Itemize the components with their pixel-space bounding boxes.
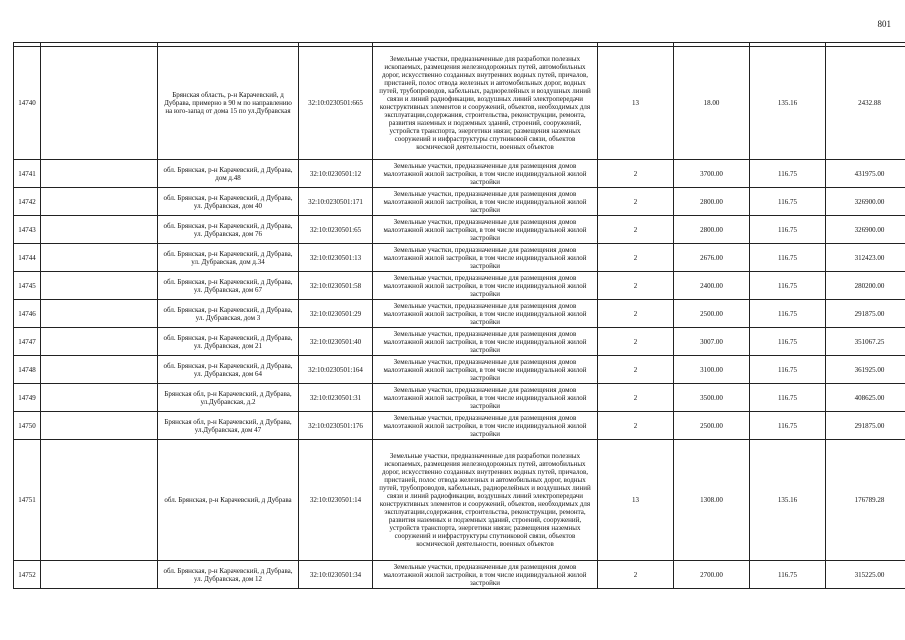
empty-cell <box>41 160 158 188</box>
land-registry-table <box>13 42 905 589</box>
table-row <box>14 47 905 160</box>
row-number: 14745 <box>14 272 41 300</box>
land-use-cell: Земельные участки, предназначенные для размещения домов малоэтажной жилой застройки, в том числе индивидуальной жилой застройки <box>373 561 598 589</box>
row-number: 14742 <box>14 188 41 216</box>
cadastral-value-cell: 176789.28 <box>826 440 905 561</box>
cadastral-value-cell: 2432.88 <box>826 47 905 160</box>
use-group-cell: 2 <box>598 160 674 188</box>
table-row <box>14 272 905 300</box>
specific-value-cell: 116.75 <box>750 244 826 272</box>
address-cell: обл. Брянская, р-н Карачевский, д Дубрава, ул. Дубравская, дом 21 <box>158 328 299 356</box>
cadastral-number-cell: 32:10:0230501:31 <box>299 384 373 412</box>
table-row <box>14 216 905 244</box>
table-row <box>14 328 905 356</box>
address-cell: обл. Брянская, р-н Карачевский, д Дубрава, ул. Дубравская, дом 67 <box>158 272 299 300</box>
land-use-cell: Земельные участки, предназначенные для размещения домов малоэтажной жилой застройки, в том числе индивидуальной жилой застройки <box>373 412 598 440</box>
cadastral-number-cell: 32:10:0230501:176 <box>299 412 373 440</box>
cadastral-value-cell: 326900.00 <box>826 216 905 244</box>
empty-cell <box>41 244 158 272</box>
address-cell: обл. Брянская, р-н Карачевский, д Дубрава, ул. Дубравская, дом 64 <box>158 356 299 384</box>
empty-cell <box>41 188 158 216</box>
use-group-cell: 2 <box>598 356 674 384</box>
empty-cell <box>41 412 158 440</box>
use-group-cell: 2 <box>598 384 674 412</box>
use-group-cell: 2 <box>598 412 674 440</box>
use-group-cell: 2 <box>598 216 674 244</box>
area-cell: 2676.00 <box>674 244 750 272</box>
cadastral-value-cell: 408625.00 <box>826 384 905 412</box>
row-number: 14744 <box>14 244 41 272</box>
cadastral-number-cell: 32:10:0230501:65 <box>299 216 373 244</box>
use-group-cell: 2 <box>598 188 674 216</box>
cadastral-number-cell: 32:10:0230501:58 <box>299 272 373 300</box>
use-group-cell: 2 <box>598 300 674 328</box>
area-cell: 2500.00 <box>674 412 750 440</box>
land-use-cell: Земельные участки, предназначенные для размещения домов малоэтажной жилой застройки, в том числе индивидуальной жилой застройки <box>373 160 598 188</box>
row-number: 14746 <box>14 300 41 328</box>
specific-value-cell: 135.16 <box>750 47 826 160</box>
empty-cell <box>41 440 158 561</box>
area-cell: 2800.00 <box>674 216 750 244</box>
land-use-cell: Земельные участки, предназначенные для размещения домов малоэтажной жилой застройки, в том числе индивидуальной жилой застройки <box>373 328 598 356</box>
table-row <box>14 244 905 272</box>
area-cell: 3100.00 <box>674 356 750 384</box>
address-cell: Брянская обл, р-н Карачевский, д Дубрава, ул.Дубравская, дом 47 <box>158 412 299 440</box>
empty-cell <box>41 561 158 589</box>
cadastral-value-cell: 351067.25 <box>826 328 905 356</box>
use-group-cell: 2 <box>598 328 674 356</box>
row-number: 14741 <box>14 160 41 188</box>
cadastral-value-cell: 315225.00 <box>826 561 905 589</box>
specific-value-cell: 116.75 <box>750 384 826 412</box>
cadastral-value-cell: 280200.00 <box>826 272 905 300</box>
registry-body <box>14 43 905 589</box>
specific-value-cell: 116.75 <box>750 160 826 188</box>
row-number: 14747 <box>14 328 41 356</box>
specific-value-cell: 116.75 <box>750 412 826 440</box>
table-row <box>14 300 905 328</box>
cadastral-value-cell: 361925.00 <box>826 356 905 384</box>
use-group-cell: 13 <box>598 440 674 561</box>
address-cell: обл. Брянская, р-н Карачевский, д Дубрава <box>158 440 299 561</box>
specific-value-cell: 116.75 <box>750 188 826 216</box>
empty-cell <box>41 47 158 160</box>
specific-value-cell: 116.75 <box>750 300 826 328</box>
table-row <box>14 384 905 412</box>
empty-cell <box>41 272 158 300</box>
empty-cell <box>41 384 158 412</box>
row-number: 14748 <box>14 356 41 384</box>
land-use-cell: Земельные участки, предназначенные для размещения домов малоэтажной жилой застройки, в том числе индивидуальной жилой застройки <box>373 244 598 272</box>
land-use-cell: Земельные участки, предназначенные для размещения домов малоэтажной жилой застройки, в том числе индивидуальной жилой застройки <box>373 216 598 244</box>
cadastral-value-cell: 326900.00 <box>826 188 905 216</box>
land-use-cell: Земельные участки, предназначенные для разработки полезных ископаемых, размещения железнодорожных путей, автомобильных дорог, искусственно созданных внутренних водных путей, причалов, пристаней, полос отвода железных и автомобильных дорог, водных путей, трубопроводов, кабельных, радиорелейных и воздушных линий связи и линий радиофикации, воздушных линий электропередачи конструктивных элементов и сооружений, объектов, необходимых для эксплуатации,содержания, строительства, реконструкции, ремонта, развития наземных и подземных зданий, строений, сооружений, устройств транспорта, энергетики нвязи; размещения наземных сооружений и инфраструктуры спутниковой связи, объектов космической деятельности, военных объектов <box>373 440 598 561</box>
row-number: 14751 <box>14 440 41 561</box>
row-number: 14743 <box>14 216 41 244</box>
cadastral-number-cell: 32:10:0230501:12 <box>299 160 373 188</box>
specific-value-cell: 116.75 <box>750 356 826 384</box>
table-row <box>14 356 905 384</box>
address-cell: обл. Брянская, р-н Карачевский, д Дубрава, ул. Дубравская, дом 76 <box>158 216 299 244</box>
use-group-cell: 2 <box>598 272 674 300</box>
empty-cell <box>41 356 158 384</box>
cadastral-value-cell: 291875.00 <box>826 300 905 328</box>
area-cell: 2800.00 <box>674 188 750 216</box>
cadastral-number-cell: 32:10:0230501:13 <box>299 244 373 272</box>
land-use-cell: Земельные участки, предназначенные для размещения домов малоэтажной жилой застройки, в том числе индивидуальной жилой застройки <box>373 384 598 412</box>
land-use-cell: Земельные участки, предназначенные для разработки полезных ископаемых, размещения железнодорожных путей, автомобильных дорог, искусственно созданных внутренних водных путей, причалов, пристаней, полос отвода железных и автомобильных дорог, водных путей, трубопроводов, кабельных, радиорелейных и воздушных линий связи и линий радиофикации, воздушных линий электропередачи конструктивных элементов и сооружений, объектов, необходимых для эксплуатации,содержания, строительства, реконструкции, ремонта, развития наземных и подземных зданий, строений, сооружений, устройств транспорта, энергетики нвязи; размещения наземных сооружений и инфраструктуры спутниковой связи, объектов космической деятельности, военных объектов <box>373 47 598 160</box>
table-row <box>14 440 905 561</box>
address-cell: обл. Брянская, р-н Карачевский, д Дубрава, ул. Дубравская, дом д.34 <box>158 244 299 272</box>
table-row <box>14 561 905 589</box>
cadastral-value-cell: 312423.00 <box>826 244 905 272</box>
row-number: 14750 <box>14 412 41 440</box>
table-row <box>14 160 905 188</box>
area-cell: 1308.00 <box>674 440 750 561</box>
cadastral-number-cell: 32:10:0230501:14 <box>299 440 373 561</box>
specific-value-cell: 116.75 <box>750 272 826 300</box>
area-cell: 2700.00 <box>674 561 750 589</box>
land-use-cell: Земельные участки, предназначенные для размещения домов малоэтажной жилой застройки, в том числе индивидуальной жилой застройки <box>373 356 598 384</box>
row-number: 14740 <box>14 47 41 160</box>
specific-value-cell: 116.75 <box>750 216 826 244</box>
cadastral-number-cell: 32:10:0230501:164 <box>299 356 373 384</box>
land-use-cell: Земельные участки, предназначенные для размещения домов малоэтажной жилой застройки, в том числе индивидуальной жилой застройки <box>373 272 598 300</box>
address-cell: обл. Брянская, р-н Карачевский, д Дубрава, ул. Дубравская, дом 40 <box>158 188 299 216</box>
address-cell: обл. Брянская, р-н Карачевский, д Дубрава, ул. Дубравская, дом 12 <box>158 561 299 589</box>
empty-cell <box>41 300 158 328</box>
area-cell: 2500.00 <box>674 300 750 328</box>
land-use-cell: Земельные участки, предназначенные для размещения домов малоэтажной жилой застройки, в том числе индивидуальной жилой застройки <box>373 300 598 328</box>
area-cell: 3007.00 <box>674 328 750 356</box>
address-cell: обл. Брянская, р-н Карачевский, д Дубрава, дом д.48 <box>158 160 299 188</box>
empty-cell <box>41 328 158 356</box>
cadastral-number-cell: 32:10:0230501:40 <box>299 328 373 356</box>
area-cell: 3500.00 <box>674 384 750 412</box>
cadastral-number-cell: 32:10:0230501:171 <box>299 188 373 216</box>
table-row <box>14 188 905 216</box>
use-group-cell: 13 <box>598 47 674 160</box>
row-number: 14752 <box>14 561 41 589</box>
cadastral-number-cell: 32:10:0230501:29 <box>299 300 373 328</box>
use-group-cell: 2 <box>598 561 674 589</box>
page-number: 801 <box>877 19 891 29</box>
use-group-cell: 2 <box>598 244 674 272</box>
row-number: 14749 <box>14 384 41 412</box>
area-cell: 2400.00 <box>674 272 750 300</box>
cadastral-number-cell: 32:10:0230501:665 <box>299 47 373 160</box>
empty-cell <box>41 216 158 244</box>
specific-value-cell: 116.75 <box>750 561 826 589</box>
table-row <box>14 412 905 440</box>
address-cell: обл. Брянская, р-н Карачевский, д Дубрава, ул. Дубравская, дом 3 <box>158 300 299 328</box>
area-cell: 18.00 <box>674 47 750 160</box>
address-cell: Брянская область, р-н Карачевский, д Дубрава, примерно в 90 м по направлению на юго-запад от дома 15 по ул.Дубравская <box>158 47 299 160</box>
land-use-cell: Земельные участки, предназначенные для размещения домов малоэтажной жилой застройки, в том числе индивидуальной жилой застройки <box>373 188 598 216</box>
cadastral-value-cell: 291875.00 <box>826 412 905 440</box>
specific-value-cell: 135.16 <box>750 440 826 561</box>
cadastral-number-cell: 32:10:0230501:34 <box>299 561 373 589</box>
area-cell: 3700.00 <box>674 160 750 188</box>
address-cell: Брянская обл, р-н Карачевский, д Дубрава, ул.Дубравская, д.2 <box>158 384 299 412</box>
specific-value-cell: 116.75 <box>750 328 826 356</box>
cadastral-value-cell: 431975.00 <box>826 160 905 188</box>
